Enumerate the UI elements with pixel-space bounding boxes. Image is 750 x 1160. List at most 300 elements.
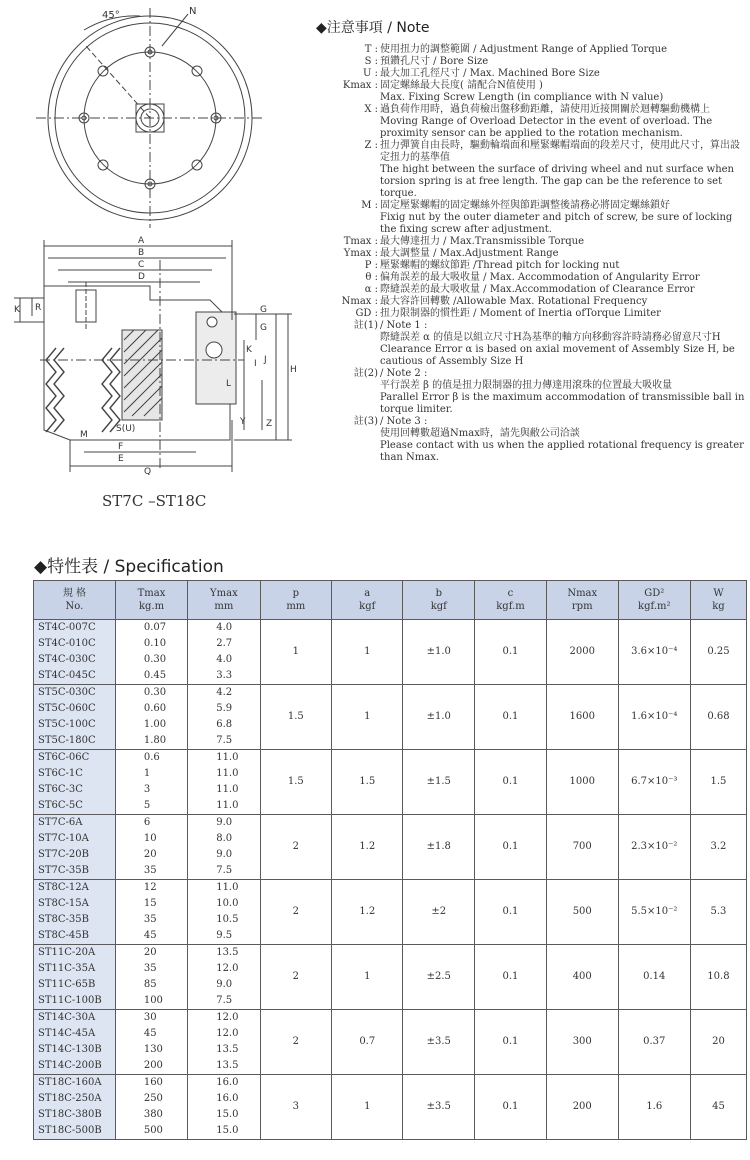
ymax-cell: 4.0 xyxy=(188,620,260,637)
table-row xyxy=(34,685,747,702)
model-cell: ST18C-160A xyxy=(34,1075,116,1092)
ymax-cell: 6.8 xyxy=(188,717,260,733)
ymax-cell: 11.0 xyxy=(188,766,260,782)
spec-header-cell xyxy=(475,581,547,620)
note-item xyxy=(316,368,746,416)
tmax-cell: 0.07 xyxy=(115,620,187,637)
dim-label-r: R xyxy=(35,303,42,313)
dim-label-y: Y xyxy=(240,417,246,427)
p-cell: 2 xyxy=(260,815,331,880)
model-cell: ST5C-030C xyxy=(34,685,116,702)
w-cell: 45 xyxy=(690,1075,746,1140)
tmax-cell: 12 xyxy=(115,880,187,897)
note-line: Fixig nut by the outer diameter and pitch of screw, be sure of locking the fixing screw after adjustment. xyxy=(380,212,733,235)
dim-label-e: E xyxy=(118,454,124,464)
ymax-cell: 10.0 xyxy=(188,896,260,912)
note-line: Clearance Error α is based on axial movement of Assembly Size H, be cautious of Assembly Size H xyxy=(380,344,735,367)
b-cell: ±1.8 xyxy=(403,815,475,880)
tmax-cell: 30 xyxy=(115,1010,187,1027)
tmax-cell: 0.30 xyxy=(115,652,187,668)
note-item xyxy=(316,140,746,200)
gd2-cell: 3.6×10⁻⁴ xyxy=(618,620,690,685)
dim-label-a: A xyxy=(138,236,145,246)
header-line-1: Nmax xyxy=(567,588,598,599)
note-key: S : xyxy=(364,56,378,67)
note-item xyxy=(316,284,746,296)
header-line-2: mm xyxy=(214,601,234,612)
header-line-1: W xyxy=(713,588,724,599)
w-cell: 10.8 xyxy=(690,945,746,1010)
tmax-cell: 45 xyxy=(115,1026,187,1042)
w-cell: 0.68 xyxy=(690,685,746,750)
a-cell: 1.2 xyxy=(332,880,403,945)
nmax-cell: 1600 xyxy=(546,685,618,750)
front-view-drawing xyxy=(36,8,264,228)
spec-header-cell xyxy=(690,581,746,620)
b-cell: ±1.0 xyxy=(403,685,475,750)
ymax-cell: 16.0 xyxy=(188,1075,260,1092)
table-row xyxy=(34,620,747,637)
note-text xyxy=(380,104,746,140)
notes-list xyxy=(316,44,746,464)
notes-section xyxy=(316,22,746,464)
ymax-cell: 5.9 xyxy=(188,701,260,717)
c-cell: 0.1 xyxy=(475,1010,547,1075)
spec-header-cell xyxy=(188,581,260,620)
dim-label-g2: G xyxy=(260,323,267,333)
p-cell: 2 xyxy=(260,945,331,1010)
note-key: T : xyxy=(364,44,378,55)
n-label: N xyxy=(189,6,197,17)
note-text xyxy=(380,200,746,236)
note-key: M : xyxy=(361,200,378,211)
ymax-cell: 11.0 xyxy=(188,750,260,767)
model-cell: ST6C-5C xyxy=(34,798,116,815)
note-item xyxy=(316,44,746,56)
ymax-cell: 15.0 xyxy=(188,1107,260,1123)
table-row xyxy=(34,815,747,832)
dim-label-q: Q xyxy=(144,467,152,477)
note-line: The hight between the surface of driving wheel and nut surface when torsion spring is at free length. The gap can be the reference to set torque. xyxy=(380,164,734,199)
dim-label-i: I xyxy=(254,359,257,369)
a-cell: 1.5 xyxy=(332,750,403,815)
nmax-cell: 200 xyxy=(546,1075,618,1140)
w-cell: 5.3 xyxy=(690,880,746,945)
dim-label-k: K xyxy=(14,305,20,315)
a-cell: 1 xyxy=(332,685,403,750)
tmax-cell: 10 xyxy=(115,831,187,847)
note-key: Nmax : xyxy=(341,296,378,307)
ymax-cell: 13.5 xyxy=(188,1042,260,1058)
tmax-cell: 200 xyxy=(115,1058,187,1075)
c-cell: 0.1 xyxy=(475,750,547,815)
dim-label-c: C xyxy=(138,260,145,270)
p-cell: 3 xyxy=(260,1075,331,1140)
note-text xyxy=(380,236,746,248)
header-line-1: Tmax xyxy=(137,588,166,599)
note-line: Please contact with us when the applied rotational frequency is greater than Nmax. xyxy=(380,440,744,463)
header-line-2: kgf xyxy=(430,601,447,612)
ymax-cell: 11.0 xyxy=(188,798,260,815)
w-cell: 1.5 xyxy=(690,750,746,815)
spec-title: ◆特性表 / Specification xyxy=(34,557,224,577)
note-text xyxy=(380,56,746,68)
model-cell: ST14C-200B xyxy=(34,1058,116,1075)
tmax-cell: 15 xyxy=(115,896,187,912)
note-line: Max. Fixing Screw Length (in compliance with N value) xyxy=(380,92,664,103)
model-cell: ST14C-45A xyxy=(34,1026,116,1042)
note-line: 使用扭力的調整範圍 / Adjustment Range of Applied Torque xyxy=(380,44,668,55)
drawing-caption: ST7C –ST18C xyxy=(102,492,207,510)
ymax-cell: 10.5 xyxy=(188,912,260,928)
model-cell: ST14C-130B xyxy=(34,1042,116,1058)
dim-label-z: Z xyxy=(266,419,273,429)
model-cell: ST11C-65B xyxy=(34,977,116,993)
note-item xyxy=(316,56,746,68)
dim-label-b: B xyxy=(138,248,145,258)
tmax-cell: 0.6 xyxy=(115,750,187,767)
ymax-cell: 15.0 xyxy=(188,1123,260,1140)
nmax-cell: 700 xyxy=(546,815,618,880)
note-item xyxy=(316,80,746,104)
tmax-cell: 0.30 xyxy=(115,685,187,702)
spec-body xyxy=(34,620,747,1140)
note-line: 際縫誤差 α 的值是以組立尺寸H為基準的軸方向移動容許時請務必留意尺寸H xyxy=(380,332,721,343)
note-item xyxy=(316,320,746,368)
note-key: U : xyxy=(363,68,378,79)
note-line: 固定壓緊螺帽的固定螺絲外徑與節距調整後請務必將固定螺絲鎖好 xyxy=(380,200,670,211)
a-cell: 1 xyxy=(332,1075,403,1140)
nmax-cell: 300 xyxy=(546,1010,618,1075)
nmax-cell: 400 xyxy=(546,945,618,1010)
p-cell: 2 xyxy=(260,880,331,945)
table-row xyxy=(34,1010,747,1027)
note-text xyxy=(380,368,746,416)
tmax-cell: 45 xyxy=(115,928,187,945)
ymax-cell: 2.7 xyxy=(188,636,260,652)
spec-header-cell xyxy=(332,581,403,620)
model-cell: ST7C-35B xyxy=(34,863,116,880)
gd2-cell: 0.14 xyxy=(618,945,690,1010)
model-cell: ST11C-20A xyxy=(34,945,116,962)
header-line-1: b xyxy=(435,588,442,599)
c-cell: 0.1 xyxy=(475,620,547,685)
header-line-2: rpm xyxy=(571,601,593,612)
note-line: 固定螺絲最大長度( 請配合N值使用 ) xyxy=(380,80,543,91)
note-text xyxy=(380,140,746,200)
header-line-2: kg xyxy=(712,601,725,612)
model-cell: ST5C-180C xyxy=(34,733,116,750)
note-key: 註(1) xyxy=(353,320,378,331)
model-cell: ST18C-500B xyxy=(34,1123,116,1140)
note-key: GD : xyxy=(355,308,378,319)
note-text xyxy=(380,272,746,284)
p-cell: 1.5 xyxy=(260,685,331,750)
note-line: 過負荷作用時，過負荷檢出盤移動距離，請使用近接開關於迴轉驅動機構上 xyxy=(380,104,710,115)
note-text xyxy=(380,296,746,308)
b-cell: ±3.5 xyxy=(403,1010,475,1075)
header-line-2: kgf.m² xyxy=(638,601,671,612)
note-key: P : xyxy=(364,260,378,271)
model-cell: ST14C-30A xyxy=(34,1010,116,1027)
model-cell: ST4C-007C xyxy=(34,620,116,637)
note-item xyxy=(316,308,746,320)
ymax-cell: 13.5 xyxy=(188,945,260,962)
model-cell: ST4C-045C xyxy=(34,668,116,685)
dim-label-g1: G xyxy=(260,305,267,315)
header-line-1: a xyxy=(364,588,371,599)
header-line-1: Ymax xyxy=(210,588,238,599)
note-item xyxy=(316,296,746,308)
note-line: 使用回轉數超過Nmax時，請先與敝公司洽談 xyxy=(380,428,580,439)
note-line: 扭力彈簧自由長時，驅動輪端面和壓緊螺帽端面的段差尺寸，使用此尺寸，算出設定扭力的基準值 xyxy=(380,140,740,163)
note-line: 平行誤差 β 的值是扭力限制器的扭力傳達用滾珠的位置最大吸收量 xyxy=(380,380,673,391)
a-cell: 1 xyxy=(332,620,403,685)
note-key: Z : xyxy=(364,140,378,151)
note-line: 最大容許回轉數 /Allowable Max. Rotational Frequency xyxy=(380,296,648,307)
tmax-cell: 130 xyxy=(115,1042,187,1058)
note-key: 註(3) xyxy=(353,416,378,427)
tmax-cell: 5 xyxy=(115,798,187,815)
model-cell: ST18C-380B xyxy=(34,1107,116,1123)
gd2-cell: 1.6×10⁻⁴ xyxy=(618,685,690,750)
note-item xyxy=(316,236,746,248)
note-line: 最大傳達扭力 / Max.Transmissible Torque xyxy=(380,236,585,247)
ymax-cell: 8.0 xyxy=(188,831,260,847)
model-cell: ST4C-030C xyxy=(34,652,116,668)
note-text xyxy=(380,68,746,80)
note-line: / Note 1 : xyxy=(380,320,428,331)
model-cell: ST6C-1C xyxy=(34,766,116,782)
ymax-cell: 12.0 xyxy=(188,961,260,977)
section-view-drawing xyxy=(14,240,292,472)
note-line: / Note 2 : xyxy=(380,368,428,379)
note-line: 最大調整量 / Max.Adjustment Range xyxy=(380,248,559,259)
gd2-cell: 1.6 xyxy=(618,1075,690,1140)
header-line-1: p xyxy=(292,588,300,599)
model-cell: ST11C-35A xyxy=(34,961,116,977)
tmax-cell: 35 xyxy=(115,863,187,880)
ymax-cell: 9.0 xyxy=(188,847,260,863)
tmax-cell: 20 xyxy=(115,847,187,863)
notes-title: ◆注意事項 / Note xyxy=(316,20,430,36)
note-line: 壓緊螺帽的螺紋節距 /Thread pitch for locking nut xyxy=(380,260,620,271)
note-text xyxy=(380,248,746,260)
model-cell: ST7C-20B xyxy=(34,847,116,863)
note-item xyxy=(316,272,746,284)
w-cell: 0.25 xyxy=(690,620,746,685)
note-line: 際縫誤差的最大吸收量 / Max.Accommodation of Clearance Error xyxy=(380,284,695,295)
tmax-cell: 3 xyxy=(115,782,187,798)
note-key: 註(2) xyxy=(353,368,378,379)
gd2-cell: 6.7×10⁻³ xyxy=(618,750,690,815)
note-line: Moving Range of Overload Detector in the event of overload. The proximity sensor can be applied to the rotation mechanism. xyxy=(380,116,713,139)
a-cell: 1 xyxy=(332,945,403,1010)
tmax-cell: 100 xyxy=(115,993,187,1010)
ymax-cell: 7.5 xyxy=(188,993,260,1010)
note-item xyxy=(316,104,746,140)
nmax-cell: 2000 xyxy=(546,620,618,685)
header-line-1: 規 格 xyxy=(62,588,86,599)
model-cell: ST8C-12A xyxy=(34,880,116,897)
model-cell: ST11C-100B xyxy=(34,993,116,1010)
note-text xyxy=(380,416,746,464)
header-line-2: mm xyxy=(286,601,306,612)
ymax-cell: 12.0 xyxy=(188,1026,260,1042)
ymax-cell: 12.0 xyxy=(188,1010,260,1027)
model-cell: ST6C-06C xyxy=(34,750,116,767)
note-text xyxy=(380,284,746,296)
b-cell: ±1.5 xyxy=(403,750,475,815)
note-key: θ : xyxy=(365,272,378,283)
tmax-cell: 6 xyxy=(115,815,187,832)
note-text xyxy=(380,320,746,368)
w-cell: 3.2 xyxy=(690,815,746,880)
ymax-cell: 16.0 xyxy=(188,1091,260,1107)
tmax-cell: 0.45 xyxy=(115,668,187,685)
spec-header-cell xyxy=(403,581,475,620)
note-key: Ymax : xyxy=(343,248,378,259)
table-row xyxy=(34,880,747,897)
model-cell: ST6C-3C xyxy=(34,782,116,798)
b-cell: ±2.5 xyxy=(403,945,475,1010)
ymax-cell: 11.0 xyxy=(188,880,260,897)
b-cell: ±1.0 xyxy=(403,620,475,685)
dim-label-h: H xyxy=(290,365,297,375)
model-cell: ST5C-060C xyxy=(34,701,116,717)
dim-label-j: J xyxy=(264,355,267,365)
header-line-2: No. xyxy=(65,601,84,612)
spec-header-cell xyxy=(618,581,690,620)
ymax-cell: 4.2 xyxy=(188,685,260,702)
note-text xyxy=(380,44,746,56)
note-text xyxy=(380,308,746,320)
note-item xyxy=(316,248,746,260)
table-row xyxy=(34,750,747,767)
note-key: Tmax : xyxy=(343,236,378,247)
note-line: 預鑽孔尺寸 / Bore Size xyxy=(380,56,489,67)
tmax-cell: 500 xyxy=(115,1123,187,1140)
tmax-cell: 1.80 xyxy=(115,733,187,750)
note-line: 最大加工孔徑尺寸 / Max. Machined Bore Size xyxy=(380,68,600,79)
tmax-cell: 35 xyxy=(115,961,187,977)
gd2-cell: 5.5×10⁻² xyxy=(618,880,690,945)
a-cell: 1.2 xyxy=(332,815,403,880)
tmax-cell: 250 xyxy=(115,1091,187,1107)
tmax-cell: 1.00 xyxy=(115,717,187,733)
note-text xyxy=(380,260,746,272)
model-cell: ST18C-250A xyxy=(34,1091,116,1107)
b-cell: ±2 xyxy=(403,880,475,945)
note-key: Kmax : xyxy=(342,80,378,91)
dim-label-m: M xyxy=(80,430,88,440)
model-cell: ST8C-15A xyxy=(34,896,116,912)
model-cell: ST8C-45B xyxy=(34,928,116,945)
spec-header-cell xyxy=(546,581,618,620)
model-cell: ST5C-100C xyxy=(34,717,116,733)
header-line-1: c xyxy=(507,588,514,599)
dim-label-l: L xyxy=(226,379,232,389)
tmax-cell: 0.10 xyxy=(115,636,187,652)
ymax-cell: 11.0 xyxy=(188,782,260,798)
tmax-cell: 35 xyxy=(115,912,187,928)
note-line: Parallel Error β is the maximum accommodation of transmissible ball in torque limiter. xyxy=(380,392,745,415)
tmax-cell: 380 xyxy=(115,1107,187,1123)
b-cell: ±3.5 xyxy=(403,1075,475,1140)
ymax-cell: 9.0 xyxy=(188,977,260,993)
tmax-cell: 1 xyxy=(115,766,187,782)
table-row xyxy=(34,1075,747,1092)
dim-label-k2: K xyxy=(246,345,252,355)
nmax-cell: 500 xyxy=(546,880,618,945)
spec-header-cell xyxy=(260,581,331,620)
ymax-cell: 9.5 xyxy=(188,928,260,945)
ymax-cell: 9.0 xyxy=(188,815,260,832)
dim-label-f: F xyxy=(118,442,124,452)
note-item xyxy=(316,68,746,80)
spec-table xyxy=(33,580,747,1140)
ymax-cell: 4.0 xyxy=(188,652,260,668)
c-cell: 0.1 xyxy=(475,685,547,750)
w-cell: 20 xyxy=(690,1010,746,1075)
gd2-cell: 0.37 xyxy=(618,1010,690,1075)
table-row xyxy=(34,945,747,962)
technical-drawings xyxy=(0,0,320,550)
note-key: X : xyxy=(364,104,378,115)
nmax-cell: 1000 xyxy=(546,750,618,815)
tmax-cell: 0.60 xyxy=(115,701,187,717)
a-cell: 0.7 xyxy=(332,1010,403,1075)
p-cell: 2 xyxy=(260,1010,331,1075)
dim-label-su: S(U) xyxy=(116,424,136,434)
model-cell: ST4C-010C xyxy=(34,636,116,652)
spec-header-cell xyxy=(115,581,187,620)
tmax-cell: 160 xyxy=(115,1075,187,1092)
note-item xyxy=(316,416,746,464)
tmax-cell: 20 xyxy=(115,945,187,962)
ymax-cell: 7.5 xyxy=(188,863,260,880)
note-key: α : xyxy=(364,284,378,295)
p-cell: 1 xyxy=(260,620,331,685)
angle-label: 45° xyxy=(102,10,120,21)
spec-header-row xyxy=(34,581,747,620)
p-cell: 1.5 xyxy=(260,750,331,815)
model-cell: ST7C-6A xyxy=(34,815,116,832)
note-line: / Note 3 : xyxy=(380,416,428,427)
spec-header-cell xyxy=(34,581,116,620)
note-line: 扭力限制器的慣性距 / Moment of Inertia ofTorque Limiter xyxy=(380,308,661,319)
note-item xyxy=(316,260,746,272)
note-text xyxy=(380,80,746,104)
header-line-1: GD² xyxy=(644,588,665,599)
ymax-cell: 7.5 xyxy=(188,733,260,750)
note-item xyxy=(316,200,746,236)
c-cell: 0.1 xyxy=(475,1075,547,1140)
c-cell: 0.1 xyxy=(475,945,547,1010)
c-cell: 0.1 xyxy=(475,815,547,880)
header-line-2: kgf xyxy=(359,601,376,612)
model-cell: ST7C-10A xyxy=(34,831,116,847)
tmax-cell: 85 xyxy=(115,977,187,993)
ymax-cell: 3.3 xyxy=(188,668,260,685)
ymax-cell: 13.5 xyxy=(188,1058,260,1075)
gd2-cell: 2.3×10⁻² xyxy=(618,815,690,880)
header-line-2: kgf.m xyxy=(496,601,525,612)
model-cell: ST8C-35B xyxy=(34,912,116,928)
dim-label-d: D xyxy=(138,272,145,282)
header-line-2: kg.m xyxy=(138,601,165,612)
note-line: 偏角誤差的最大吸收量 / Max. Accommodation of Angularity Error xyxy=(380,272,700,283)
